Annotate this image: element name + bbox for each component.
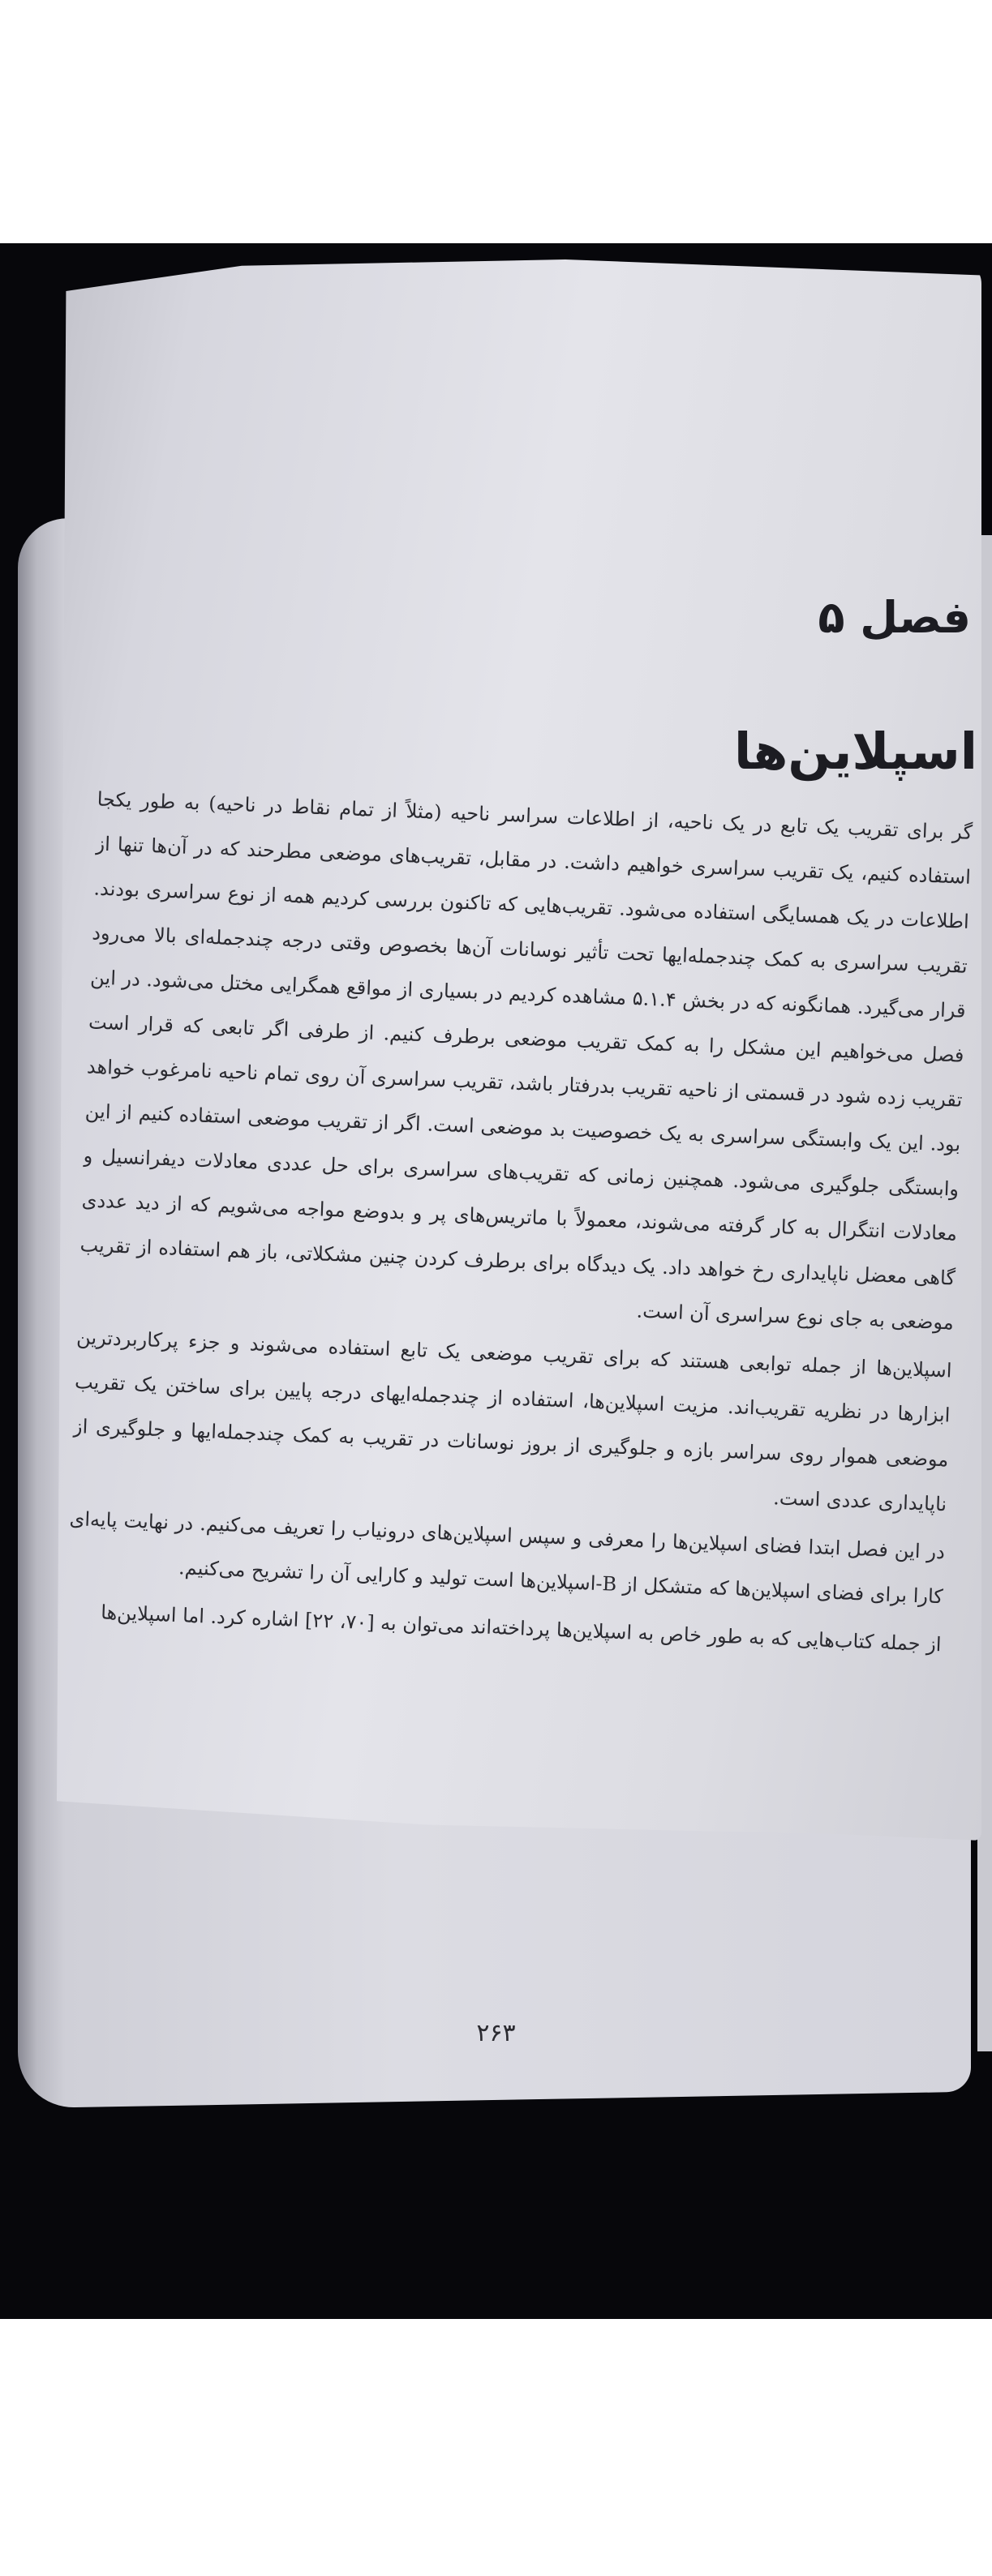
page-number: ۲۶۳: [476, 2019, 516, 2047]
chapter-title: اسپلاین‌ها: [734, 722, 977, 781]
paragraph: از جمله کتاب‌هایی که به طور خاص به اسپلاین‌ها پرداخته‌اند می‌توان به [۷۰، ۲۲] اشاره کرد. اما اسپلاین‌ها: [100, 1601, 943, 1657]
paragraph: در این فصل ابتدا فضای اسپلاین‌ها را معرفی و سپس اسپلاین‌های درونیاب را تعریف می‌کنیم. در نهایت پایه‌ای کارا برای فضای اسپلاین‌ها که متشکل از B-اسپلاین‌ها است تولید و کارایی آن را تشریح می‌کنیم.: [69, 1507, 946, 1609]
paragraph: گر برای تقریب یک تابع در یک ناحیه، از اطلاعات سراسر ناحیه (مثلاً از تمام نقاط در ناحیه) به طور یکجا استفاده کنیم، یک تقریب سراسری خواهیم داشت. در مقابل، تقریب‌های موضعی مطرحند که در آن‌ها تنها از اطلاعات در یک همسایگی استفاده می‌شود. تقریب‌هایی که تاکنون بررسی کردیم همه از نوع سراسری بودند. تقریب سراسری به کمک چندجمله‌ایها تحت تأثیر نوسانات آن‌ها بخصوص وقتی درجه چندجمله‌ای بالا می‌رود قرار می‌گیرد. همانگونه که در بخش ۵.۱.۴ مشاهده کردیم در بسیاری از مواقع همگرایی مختل می‌شود. در این فصل می‌خواهیم این مشکل را به کمک تقریب موضعی برطرف کنیم. از طرفی اگر تابعی که قرار است تقریب زده شود در قسمتی از ناحیه تقریب بدرفتار باشد، تقریب سراسری آن روی تمام ناحیه نامرغوب خواهد بود. این یک وابستگی سراسری به یک خصوصیت بد موضعی است. اگر از تقریب موضعی استفاده کنیم از این وابستگی جلوگیری می‌شود. همچنین زمانی که تقریب‌های سراسری برای حل عددی معادلات دیفرانسیل و معادلات انتگرال به کار گرفته می‌شوند، معمولاً با ماتریس‌های پر و بدوضع مواجه می‌شویم که از دید عددی گاهی معضل ناپایداری رخ خواهد داد. یک دیدگاه برای برطرف کردن چنین مشکلاتی، باز هم استفاده از تقریب موضعی به جای نوع سراسری آن است.: [79, 787, 973, 1335]
body-text: [59, 778, 973, 1824]
chapter-label: فصل ۵: [818, 592, 971, 643]
paragraph: اسپلاین‌ها از جمله توابعی هستند که برای تقریب موضعی یک تابع استفاده می‌شوند و جزء پرکاربردترین ابزارها در نظریه تقریب‌اند. مزیت اسپلاین‌ها، استفاده از چندجمله‌ایهای درجه پایین برای ساختن یک تقریب موضعی هموار روی سراسر بازه و جلوگیری از بروز نوسانات در تقریب به کمک چندجمله‌ایها و جلوگیری از ناپایداری عددی است.: [72, 1326, 953, 1516]
